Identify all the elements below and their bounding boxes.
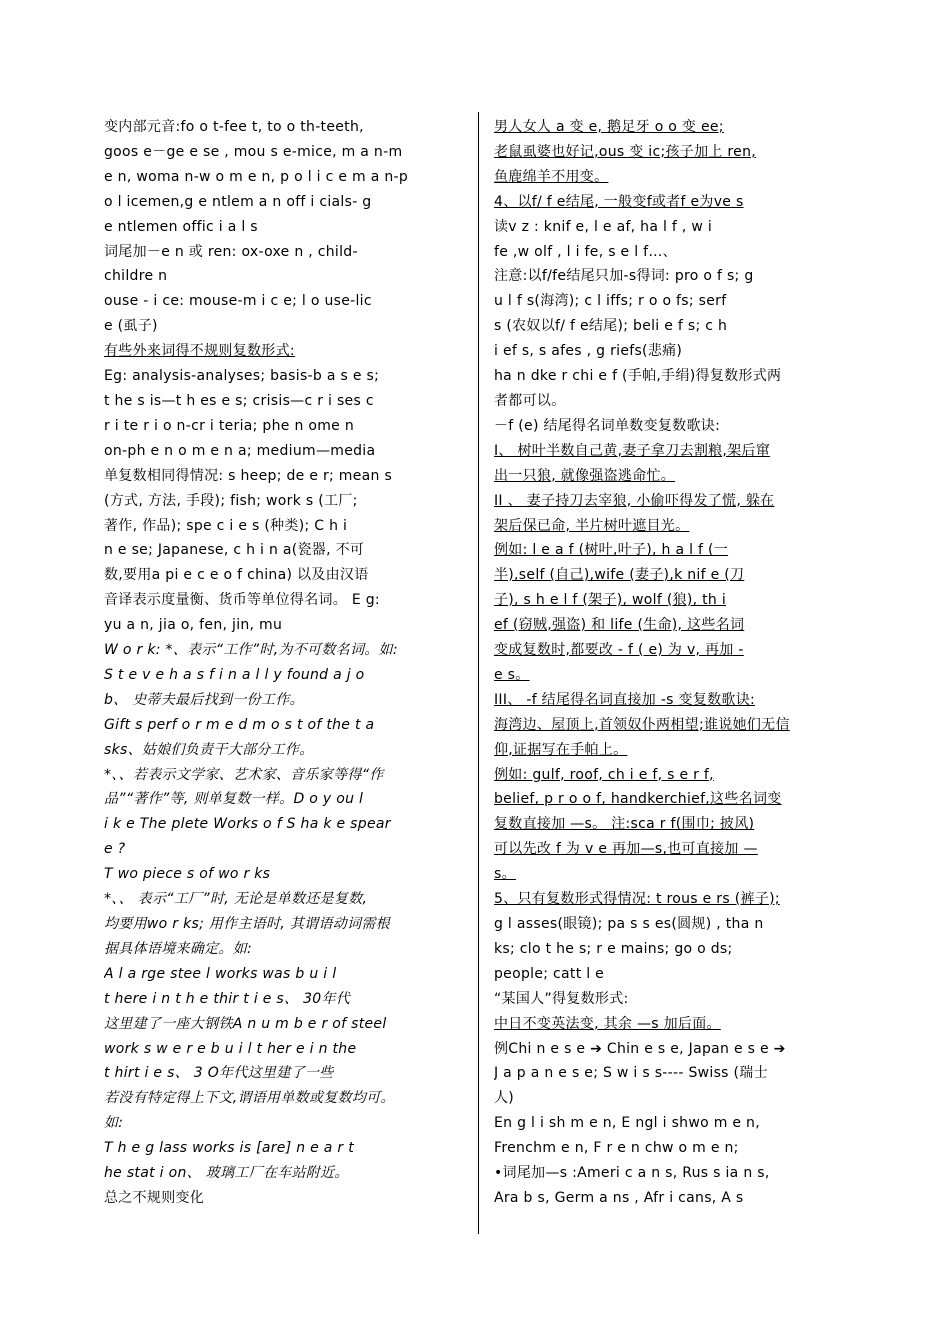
text-line: 子), s h e l f (架子), wolf (狼), th i <box>494 592 727 609</box>
text-line: 若没有特定得上下文,谓语用单数或复数均可。 <box>104 1090 395 1107</box>
text-line: (方式, 方法, 手段); fish; work s (工厂; <box>104 492 358 509</box>
text-line: 有些外来词得不规则复数形式: <box>104 343 295 360</box>
text-line: sks、姑娘们负责干大部分工作。 <box>104 741 314 758</box>
text-line: 人) <box>494 1090 515 1107</box>
text-line: •词尾加—s :Ameri c a n s, Rus s ia n s, <box>494 1165 770 1182</box>
text-line: he stat i on、 玻璃工厂在车站附近。 <box>104 1165 349 1182</box>
text-line: e s。 <box>494 666 530 683</box>
text-line: yu a n, jia o, fen, jin, mu <box>104 617 283 634</box>
text-line: 注意:以f/fe结尾只加-s得词: pro o f s; g <box>494 268 754 285</box>
text-line: belief, p r o o f, handkerchief,这些名词变 <box>494 791 782 808</box>
text-line: t he s is—t h es e s; crisis—c r i ses c <box>104 392 374 409</box>
text-line: 例如: gulf, roof, ch i e f, s e r f, <box>494 766 714 783</box>
text-line: b、 史蒂夫最后找到一份工作。 <box>104 691 304 708</box>
text-line: J a p a n e s e; S w i s s---- Swiss (瑞士 <box>494 1065 768 1082</box>
column-divider <box>478 112 479 1234</box>
text-line: 变内部元音:fo o t-fee t, to o th-teeth, <box>104 119 364 135</box>
text-line: t here i n t h e thir t i e s、 30年代 <box>104 990 351 1007</box>
text-line: *、、 表示“工厂”时, 无论是单数还是复数, <box>104 891 368 908</box>
text-line: 海湾边、屋顶上,首领奴仆两相望;谁说她们无信 <box>494 716 790 733</box>
text-line: 仰,证据写在手帕上。 <box>494 741 628 758</box>
text-line: ouse - i ce: mouse-m i c e; l o use-lic <box>104 293 372 310</box>
text-line: e (虱子) <box>104 318 158 335</box>
text-line: “某国人”得复数形式: <box>494 990 629 1007</box>
text-line: 鱼鹿绵羊不用变。 <box>494 168 609 185</box>
text-line: 这里建了一座大钢铁A n u m b e r of steel <box>104 1015 387 1032</box>
text-line: i ef s, s afes , g riefs(悲痛) <box>494 343 683 360</box>
text-line: 著作, 作品); spe c i e s (种类); C h i <box>104 517 348 534</box>
text-line: e ? <box>104 841 126 858</box>
text-line: 可以先改 f 为 v e 再加—s,也可直接加 — <box>494 841 758 858</box>
text-line: 复数直接加 —s。 注:sca r f(围巾; 披风) <box>494 816 755 833</box>
text-line: 读v z : knif e, l e af, ha l f , w i <box>494 218 713 235</box>
text-line: 例Chi n e s e ➔ Chin e s e, Japan e s e ➔ <box>494 1040 786 1057</box>
text-line: 据具体语境来确定。如: <box>104 940 253 957</box>
text-line: 单复数相同得情况: s heep; de e r; mean s <box>104 467 393 484</box>
text-line: 半),self (自己),wife (妻子),k nif e (刀 <box>494 567 745 584</box>
text-line: S t e v e h a s f i n a l l y found a j o <box>104 666 365 683</box>
text-line: 总之不规则变化 <box>104 1189 205 1206</box>
text-line: 老鼠虱婆也好记,ous 变 ic;孩子加上 ren, <box>494 143 757 160</box>
text-line: 音译表示度量衡、货币等单位得名词。 E g: <box>104 592 380 609</box>
text-line: W o r k: *、表示“工作”时,为不可数名词。如: <box>104 642 398 659</box>
text-line: g l asses(眼镜); pa s s es(圆规) , tha n <box>494 916 764 932</box>
text-line: I、 树叶半数自己黄,妻子拿刀去割粮,架后窜 <box>494 442 771 459</box>
text-line: t hirt i e s、 3 O年代这里建了一些 <box>104 1065 334 1082</box>
text-line: n e se; Japanese, c h i n a(瓷器, 不可 <box>104 542 365 559</box>
text-line: on-ph e n o m e n a; medium—media <box>104 442 376 459</box>
text-line: Frenchm e n, F r e n chw o m e n; <box>494 1140 739 1157</box>
text-line: 中日不变英法变, 其余 —s 加后面。 <box>494 1015 721 1032</box>
text-line: r i te r i o n-cr i teria; phe n ome n <box>104 417 355 434</box>
text-line: childre n <box>104 268 168 285</box>
text-line: 词尾加－e n 或 ren: ox-oxe n , child- <box>104 243 358 260</box>
text-line: －f (e) 结尾得名词单数变复数歌诀: <box>494 417 721 434</box>
text-line: 4、以f/ f e结尾, 一般变f或者f e为ve s <box>494 193 744 210</box>
text-line: e n, woma n-w o m e n, p o l i c e m a n-p <box>104 168 409 185</box>
text-line: e ntlemen offic i a l s <box>104 218 258 235</box>
text-line: ks; clo t he s; r e mains; go o ds; <box>494 940 733 957</box>
text-line: 变成复数时,都要改 - f ( e) 为 v, 再加 - <box>494 642 744 659</box>
text-line: u l f s(海湾); c l iffs; r o o fs; serf <box>494 293 727 310</box>
text-line: 例如: l e a f (树叶,叶子), h a l f (一 <box>494 542 729 559</box>
text-line: s (农奴以f/ f e结尾); beli e f s; c h <box>494 318 728 335</box>
text-line: En g l i sh m e n, E ngl i shwo m e n, <box>494 1115 760 1132</box>
text-line: goos e－ge e se , mou s e-mice, m a n-m <box>104 143 403 160</box>
text-line: 者都可以。 <box>494 392 566 409</box>
text-line: 如: <box>104 1115 124 1132</box>
text-line: Ara b s, Germ a ns , Afr i cans, A s <box>494 1189 744 1206</box>
text-line: III、 -f 结尾得名词直接加 -s 变复数歌诀: <box>494 691 756 708</box>
left-column <box>104 115 466 1211</box>
text-line: work s w e r e b u i l t her e i n the <box>104 1040 357 1057</box>
text-line: T wo piece s of wo r ks <box>104 866 271 883</box>
text-line: 均要用wo r ks; 用作主语时, 其谓语动词需根 <box>104 916 390 932</box>
text-line: ef (窃贼,强盗) 和 life (生命), 这些名词 <box>494 617 745 634</box>
text-line: Gift s perf o r m e d m o s t of the t a <box>104 716 375 733</box>
text-line: fe ,w olf , l i fe, s e l f…、 <box>494 243 677 260</box>
text-line: T h e g lass works is [are] n e a r t <box>104 1140 355 1157</box>
text-line: *、、若表示文学家、艺术家、音乐家等得“作 <box>104 766 384 783</box>
text-line: A l a rge stee l works was b u i l <box>104 965 337 982</box>
text-line: o l icemen,g e ntlem a n off i cials- g <box>104 193 372 210</box>
text-line: II 、 妻子持刀去宰狼, 小偷吓得发了慌, 躲在 <box>494 492 775 509</box>
text-line: 5、只有复数形式得情况: t rous e rs (裤子); <box>494 891 780 908</box>
text-line: 数,要用a pi e c e o f china) 以及由汉语 <box>104 567 369 584</box>
text-line: people; catt l e <box>494 965 605 982</box>
text-line: Eg: analysis-analyses; basis-b a s e s; <box>104 368 380 385</box>
text-line: 出一只狼, 就像强盗逃命忙。 <box>494 467 676 484</box>
right-column <box>494 115 854 1211</box>
text-line: ha n dke r chi e f (手帕,手绢)得复数形式两 <box>494 368 782 385</box>
text-line: 品”“著作”等, 则单复数一样。D o y ou l <box>104 791 364 808</box>
text-line: i k e The plete Works o f S ha k e spear <box>104 816 391 833</box>
text-line: s。 <box>494 866 516 883</box>
text-line: 男人女人 a 变 e, 鹅足牙 o o 变 ee; <box>494 119 724 135</box>
text-line: 架后保已命, 半片树叶遮目光。 <box>494 517 690 534</box>
